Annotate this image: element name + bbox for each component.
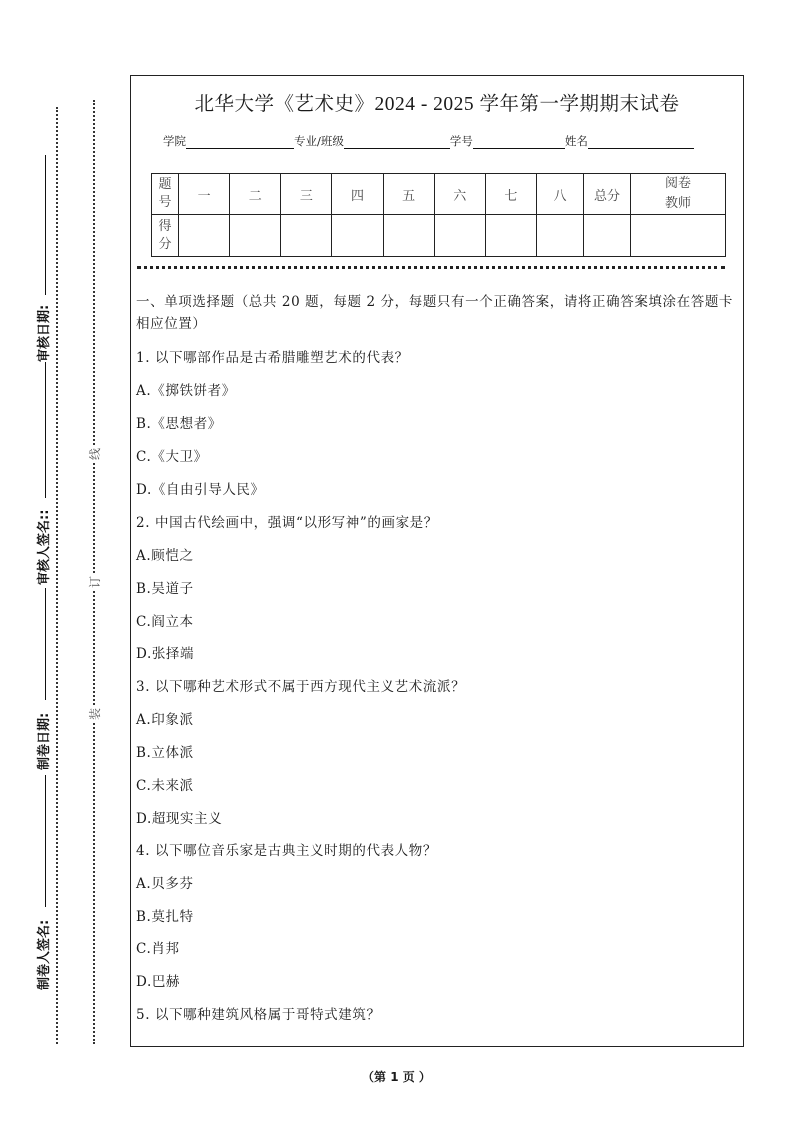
option: B.《思想者》 <box>136 416 222 432</box>
option: D.巴赫 <box>136 974 181 990</box>
score-header: 得 分 <box>152 215 179 257</box>
option: C.《大卫》 <box>136 449 208 465</box>
question-stem: 4. 以下哪位音乐家是古典主义时期的代表人物？ <box>136 843 437 859</box>
score-table <box>151 173 726 257</box>
score-cell[interactable] <box>383 215 434 257</box>
column-header: 五 <box>383 174 434 215</box>
column-header: 二 <box>230 174 281 215</box>
column-header: 四 <box>332 174 383 215</box>
question-stem: 3. 以下哪种艺术形式不属于西方现代主义艺术流派？ <box>136 679 466 695</box>
grader-cell[interactable] <box>631 215 726 257</box>
option: C.阎立本 <box>136 614 194 630</box>
option: A.《掷铁饼者》 <box>136 383 236 399</box>
reviewer-signature-line <box>45 588 46 700</box>
option: A.贝多芬 <box>136 876 194 892</box>
total-score-cell[interactable] <box>584 215 631 257</box>
major-class-label: 专业/班级 <box>294 134 344 148</box>
grader-header: 阅卷 教师 <box>631 174 726 215</box>
score-cell[interactable] <box>230 215 281 257</box>
student-id-field[interactable] <box>473 136 565 149</box>
prepare-date-label: 制卷日期: <box>37 712 52 770</box>
total-score-header: 总分 <box>584 174 631 215</box>
dotted-separator <box>137 266 725 269</box>
preparer-signature-label: 制卷人签名: <box>37 919 52 990</box>
column-header: 七 <box>485 174 536 215</box>
option: A.印象派 <box>136 712 194 728</box>
review-date-label: 审核日期: <box>37 304 52 362</box>
option: B.立体派 <box>136 745 194 761</box>
question-stem: 2. 中国古代绘画中，强调“以形写神”的画家是？ <box>136 515 438 531</box>
question-number-header: 题 号 <box>152 174 179 215</box>
bind-mark: 装 <box>88 707 102 720</box>
score-cell[interactable] <box>537 215 584 257</box>
question-number-row <box>152 174 726 215</box>
review-date-line-tail <box>45 362 46 498</box>
column-header: 八 <box>537 174 584 215</box>
option: D.张择端 <box>136 646 195 662</box>
column-header: 一 <box>179 174 230 215</box>
reviewer-signature-label: 审核人签名:: <box>37 509 52 585</box>
option: B.吴道子 <box>136 581 194 597</box>
option: D.超现实主义 <box>136 811 223 827</box>
score-cell[interactable] <box>434 215 485 257</box>
score-cell[interactable] <box>332 215 383 257</box>
student-id-label: 学号 <box>449 134 473 148</box>
question-stem: 5. 以下哪种建筑风格属于哥特式建筑？ <box>136 1007 381 1023</box>
page-title: 北华大学《艺术史》2024 - 2025 学年第一学期期末试卷 <box>194 94 680 115</box>
option: D.《自由引导人民》 <box>136 482 265 498</box>
name-field[interactable] <box>588 136 694 149</box>
inner-dotted-line <box>93 100 95 1044</box>
college-field[interactable] <box>186 136 294 149</box>
score-row <box>152 215 726 257</box>
student-info-row <box>163 133 694 149</box>
page-number: （第 1 页 ） <box>362 1070 431 1084</box>
prepare-date-line <box>45 775 46 907</box>
option: B.莫扎特 <box>136 909 194 925</box>
major-class-field[interactable] <box>344 136 450 149</box>
exam-paper-frame <box>130 75 744 1047</box>
option: C.肖邦 <box>136 941 180 957</box>
option: A.顾恺之 <box>136 548 194 564</box>
outer-dotted-line <box>56 107 58 1044</box>
line-mark: 线 <box>88 447 102 460</box>
column-header: 三 <box>281 174 332 215</box>
name-label: 姓名 <box>564 134 588 148</box>
question-stem: 1. 以下哪部作品是古希腊雕塑艺术的代表？ <box>136 350 409 366</box>
section-heading: 一、单项选择题（总共 20 题，每题 2 分，每题只有一个正确答案，请将正确答案填涂在答题卡相应位置） <box>136 294 734 332</box>
score-cell[interactable] <box>281 215 332 257</box>
option: C.未来派 <box>136 778 194 794</box>
staple-mark: 订 <box>88 575 102 588</box>
college-label: 学院 <box>163 134 186 148</box>
score-cell[interactable] <box>485 215 536 257</box>
score-cell[interactable] <box>179 215 230 257</box>
column-header: 六 <box>434 174 485 215</box>
review-date-line <box>45 155 46 295</box>
